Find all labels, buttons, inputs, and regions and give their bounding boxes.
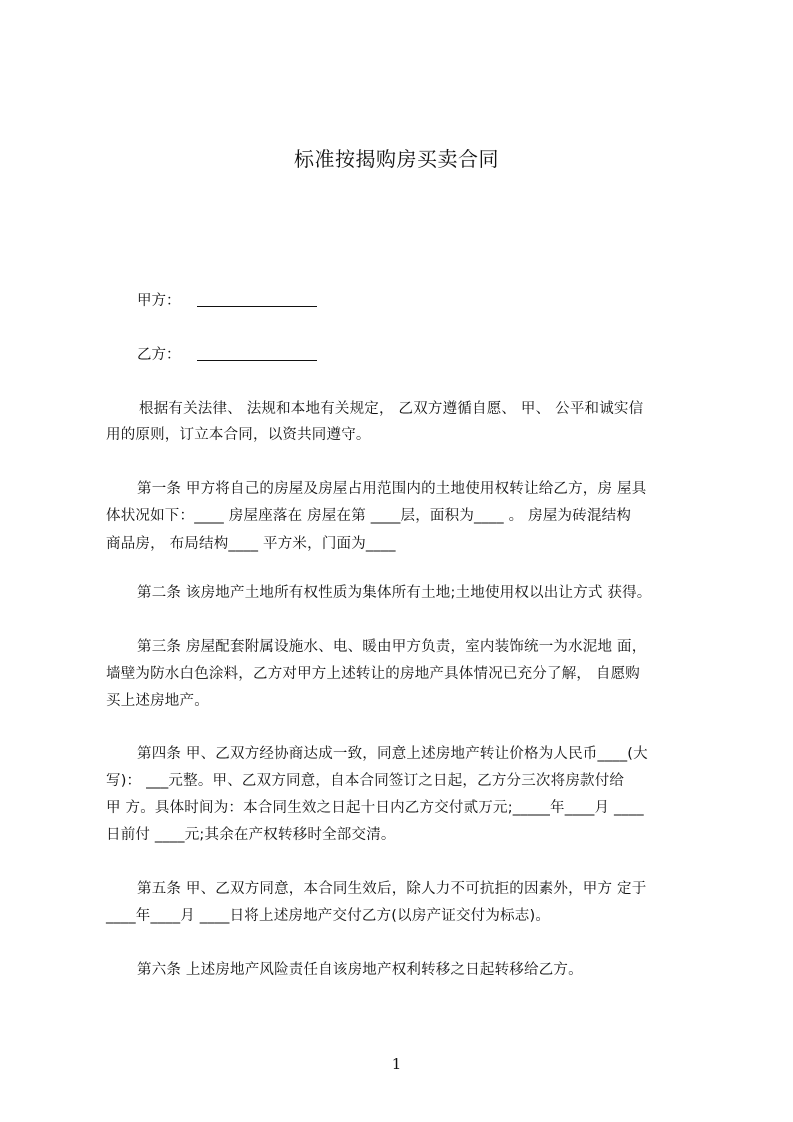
document-title: 标准按揭购房买卖合同 [294, 147, 499, 171]
clause-1-line-1: 第一条 甲方将自己的房屋及房屋占用范围内的土地使用权转让给乙方，房 屋具 [137, 481, 647, 497]
party-a [137, 291, 317, 311]
clause-2-line-1: 第二条 该房地产土地所有权性质为集体所有土地;土地使用权以出让方式 获得。 [137, 585, 652, 601]
intro-line-1: 根据有关法律、 法规和本地有关规定， 乙双方遵循自愿、 甲、 公平和诚实信 [139, 401, 644, 417]
party-b-blank [197, 346, 317, 361]
party-b-label: 乙方： [137, 347, 181, 363]
clause-4-line-4: 日前付 ____元;其余在产权转移时全部交清。 [106, 827, 396, 843]
clause-3-line-1: 第三条 房屋配套附属设施水、电、暖由甲方负责，室内装饰统一为水泥地 面， [137, 639, 647, 655]
party-b [137, 345, 317, 365]
clause-5-line-1: 第五条 甲、乙双方同意，本合同生效后，除人力不可抗拒的因素外，甲方 定于 [137, 881, 647, 897]
clause-3-line-2: 墙壁为防水白色涂料，乙方对甲方上述转让的房地产具体情况已充分了解， 自愿购 [106, 666, 641, 682]
clause-5-line-2: ____年____月 ____日将上述房地产交付乙方(以房产证交付为标志)。 [106, 908, 551, 924]
intro-line-2: 用的原则，订立本合同，以资共同遵守。 [106, 427, 371, 443]
clause-4-line-2: 写)： ___元整。甲、乙双方同意，自本合同签订之日起，乙方分三次将房款付给 [106, 773, 625, 789]
clause-1-line-3: 商品房， 布局结构____ 平方米，门面为____ [106, 536, 396, 552]
clause-1-line-2: 体状况如下：____ 房屋座落在 房屋在第 ____层，面积为____ 。 房屋为砖混结构 [106, 508, 632, 524]
clause-4-line-3: 甲 方。具体时间为：本合同生效之日起十日内乙方交付贰万元;_____年____月 ____ [106, 800, 644, 816]
clause-4-line-1: 第四条 甲、乙双方经协商达成一致，同意上述房地产转让价格为人民币____(大 [137, 746, 648, 762]
page-number: 1 [391, 1055, 402, 1073]
party-a-label: 甲方： [137, 293, 181, 309]
clause-3-line-3: 买上述房地产。 [106, 693, 209, 709]
clause-6-line-1: 第六条 上述房地产风险责任自该房地产权利转移之日起转移给乙方。 [137, 962, 583, 978]
party-a-blank [197, 292, 317, 307]
